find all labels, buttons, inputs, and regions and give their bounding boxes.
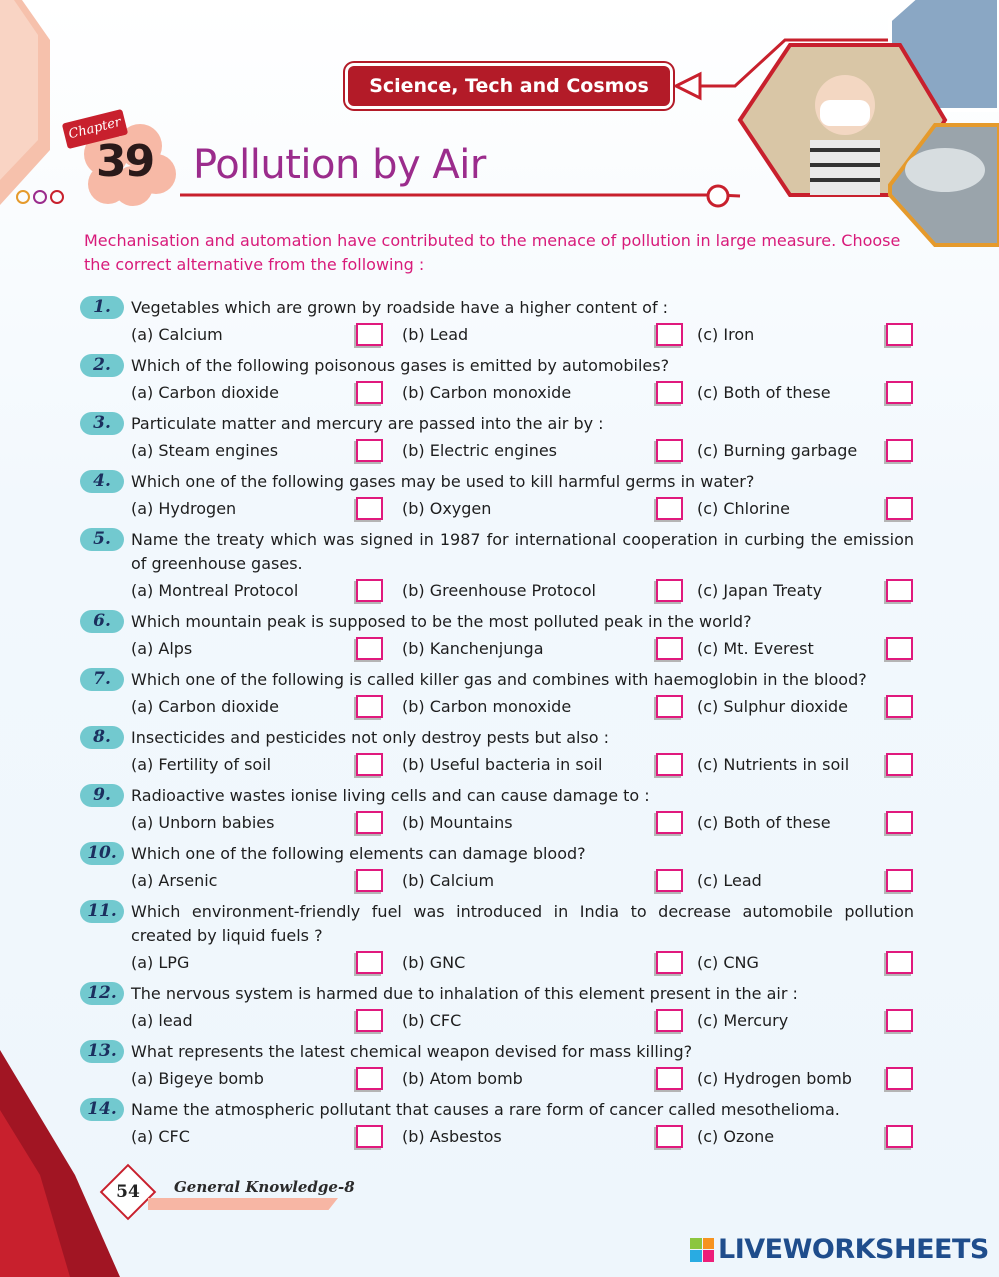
footer-bar: [148, 1198, 338, 1210]
question-text: Insecticides and pesticides not only destroy pests but also :: [131, 728, 610, 747]
option-a-label: (a) Carbon dioxide: [131, 383, 279, 402]
option-c-label: (c) Both of these: [697, 383, 831, 402]
liveworksheets-logo-icon: [690, 1238, 714, 1262]
option-c-label: (c) Sulphur dioxide: [697, 697, 849, 716]
question-number: 12.: [80, 982, 124, 1005]
subject-banner: Science, Tech and Cosmos: [348, 66, 670, 106]
option-a-checkbox[interactable]: [356, 579, 383, 602]
option-a-label: (a) Unborn babies: [131, 813, 275, 832]
question-item: [80, 412, 920, 470]
option-b-label: (b) Calcium: [402, 871, 495, 890]
decorative-circles: [16, 190, 64, 204]
question-text: Which mountain peak is supposed to be the most polluted peak in the world?: [131, 612, 752, 631]
option-a-checkbox[interactable]: [356, 753, 383, 776]
question-number: 5.: [80, 528, 124, 551]
question-list: [80, 296, 920, 1156]
page-number-badge: [100, 1164, 156, 1220]
option-c-checkbox[interactable]: [886, 381, 913, 404]
question-text: What represents the latest chemical weapon devised for mass killing?: [131, 1042, 693, 1061]
option-a-checkbox[interactable]: [356, 869, 383, 892]
option-a-label: (a) Carbon dioxide: [131, 697, 279, 716]
question-text: Particulate matter and mercury are passed into the air by :: [131, 414, 604, 433]
question-number: 10.: [80, 842, 124, 865]
option-c-label: (c) Mercury: [697, 1011, 789, 1030]
option-a-label: (a) Alps: [131, 639, 193, 658]
question-item: [80, 528, 920, 610]
option-a-label: (a) lead: [131, 1011, 193, 1030]
question-text: Which one of the following is called killer gas and combines with haemoglobin in the blood?: [131, 670, 867, 689]
question-text: Which one of the following elements can damage blood?: [131, 844, 586, 863]
option-a-label: (a) LPG: [131, 953, 190, 972]
option-c-label: (c) CNG: [697, 953, 759, 972]
option-a-label: (a) Bigeye bomb: [131, 1069, 264, 1088]
option-b-checkbox[interactable]: [656, 753, 683, 776]
question-item: [80, 1040, 920, 1098]
option-a-checkbox[interactable]: [356, 323, 383, 346]
question-number: 7.: [80, 668, 124, 691]
option-a-checkbox[interactable]: [356, 439, 383, 462]
option-b-checkbox[interactable]: [656, 323, 683, 346]
option-c-checkbox[interactable]: [886, 695, 913, 718]
option-b-checkbox[interactable]: [656, 381, 683, 404]
page-number: 54: [116, 1182, 140, 1202]
option-b-checkbox[interactable]: [656, 811, 683, 834]
option-b-checkbox[interactable]: [656, 579, 683, 602]
book-name: General Knowledge-8: [174, 1178, 355, 1196]
question-item: [80, 610, 920, 668]
option-b-label: (b) Oxygen: [402, 499, 492, 518]
chapter-number: 39: [96, 136, 154, 187]
question-number: 4.: [80, 470, 124, 493]
option-a-checkbox[interactable]: [356, 381, 383, 404]
option-b-label: (b) Kanchenjunga: [402, 639, 544, 658]
question-text: The nervous system is harmed due to inhalation of this element present in the air :: [131, 984, 798, 1003]
option-a-checkbox[interactable]: [356, 1067, 383, 1090]
option-b-label: (b) Mountains: [402, 813, 513, 832]
question-item: [80, 470, 920, 528]
question-item: [80, 1098, 920, 1156]
question-number: 6.: [80, 610, 124, 633]
question-item: [80, 726, 920, 784]
option-b-label: (b) Lead: [402, 325, 469, 344]
question-number: 2.: [80, 354, 124, 377]
option-a-label: (a) Montreal Protocol: [131, 581, 299, 600]
option-c-checkbox[interactable]: [886, 439, 913, 462]
option-c-label: (c) Both of these: [697, 813, 831, 832]
option-b-checkbox[interactable]: [656, 637, 683, 660]
option-c-label: (c) Mt. Everest: [697, 639, 814, 658]
question-number: 13.: [80, 1040, 124, 1063]
option-b-label: (b) Asbestos: [402, 1127, 502, 1146]
option-c-checkbox[interactable]: [886, 951, 913, 974]
option-c-checkbox[interactable]: [886, 753, 913, 776]
question-text: Which one of the following gases may be used to kill harmful germs in water?: [131, 472, 755, 491]
option-c-checkbox[interactable]: [886, 323, 913, 346]
question-text: Which environment-friendly fuel was introduced in India to decrease automobile pollution created by liquid fuels ?: [131, 902, 914, 945]
option-a-label: (a) Calcium: [131, 325, 223, 344]
option-a-checkbox[interactable]: [356, 1125, 383, 1148]
option-a-checkbox[interactable]: [356, 637, 383, 660]
question-item: [80, 982, 920, 1040]
option-b-checkbox[interactable]: [656, 1125, 683, 1148]
option-b-label: (b) Carbon monoxide: [402, 697, 572, 716]
option-b-checkbox[interactable]: [656, 1067, 683, 1090]
option-a-label: (a) CFC: [131, 1127, 190, 1146]
option-b-label: (b) Electric engines: [402, 441, 558, 460]
chapter-label: Chapter: [62, 109, 128, 149]
question-number: 1.: [80, 296, 124, 319]
question-number: 14.: [80, 1098, 124, 1121]
option-c-label: (c) Japan Treaty: [697, 581, 823, 600]
option-a-checkbox[interactable]: [356, 1009, 383, 1032]
option-c-checkbox[interactable]: [886, 497, 913, 520]
option-a-checkbox[interactable]: [356, 951, 383, 974]
option-a-label: (a) Arsenic: [131, 871, 218, 890]
option-c-label: (c) Iron: [697, 325, 755, 344]
option-c-label: (c) Chlorine: [697, 499, 790, 518]
question-item: [80, 296, 920, 354]
option-c-label: (c) Nutrients in soil: [697, 755, 850, 774]
option-c-checkbox[interactable]: [886, 637, 913, 660]
option-c-checkbox[interactable]: [886, 579, 913, 602]
question-number: 8.: [80, 726, 124, 749]
option-b-checkbox[interactable]: [656, 439, 683, 462]
option-b-label: (b) CFC: [402, 1011, 462, 1030]
option-a-checkbox[interactable]: [356, 811, 383, 834]
question-text: Name the treaty which was signed in 1987 for international cooperation in curbing the emission of greenhouse gases.: [131, 530, 914, 573]
question-text: Vegetables which are grown by roadside have a higher content of :: [131, 298, 669, 317]
option-b-label: (b) Carbon monoxide: [402, 383, 572, 402]
option-c-label: (c) Ozone: [697, 1127, 775, 1146]
question-item: [80, 668, 920, 726]
option-b-label: (b) Useful bacteria in soil: [402, 755, 603, 774]
liveworksheets-watermark: [690, 1234, 989, 1265]
option-b-label: (b) GNC: [402, 953, 466, 972]
option-c-checkbox[interactable]: [886, 1067, 913, 1090]
option-c-checkbox[interactable]: [886, 869, 913, 892]
question-number: 3.: [80, 412, 124, 435]
watermark-text: LIVEWORKSHEETS: [718, 1234, 989, 1265]
option-c-checkbox[interactable]: [886, 1125, 913, 1148]
option-b-checkbox[interactable]: [656, 1009, 683, 1032]
option-b-checkbox[interactable]: [656, 869, 683, 892]
question-item: [80, 354, 920, 412]
question-item: [80, 842, 920, 900]
option-b-checkbox[interactable]: [656, 497, 683, 520]
instructions: Mechanisation and automation have contributed to the menace of pollution in large measure. Choose the correct alternative from the following :: [84, 231, 901, 274]
option-c-checkbox[interactable]: [886, 811, 913, 834]
option-a-checkbox[interactable]: [356, 497, 383, 520]
option-c-label: (c) Lead: [697, 871, 762, 890]
question-item: [80, 900, 920, 982]
question-text: Radioactive wastes ionise living cells and can cause damage to :: [131, 786, 650, 805]
option-b-checkbox[interactable]: [656, 951, 683, 974]
question-item: [80, 784, 920, 842]
option-a-label: (a) Hydrogen: [131, 499, 237, 518]
question-number: 9.: [80, 784, 124, 807]
option-b-label: (b) Greenhouse Protocol: [402, 581, 596, 600]
option-c-checkbox[interactable]: [886, 1009, 913, 1032]
option-b-label: (b) Atom bomb: [402, 1069, 523, 1088]
page-title: Pollution by Air: [193, 142, 486, 188]
option-a-checkbox[interactable]: [356, 695, 383, 718]
option-b-checkbox[interactable]: [656, 695, 683, 718]
question-text: Which of the following poisonous gases is emitted by automobiles?: [131, 356, 670, 375]
question-text: Name the atmospheric pollutant that causes a rare form of cancer called mesothelioma.: [131, 1100, 840, 1119]
option-c-label: (c) Hydrogen bomb: [697, 1069, 852, 1088]
question-number: 11.: [80, 900, 124, 923]
option-a-label: (a) Steam engines: [131, 441, 279, 460]
option-a-label: (a) Fertility of soil: [131, 755, 272, 774]
option-c-label: (c) Burning garbage: [697, 441, 858, 460]
